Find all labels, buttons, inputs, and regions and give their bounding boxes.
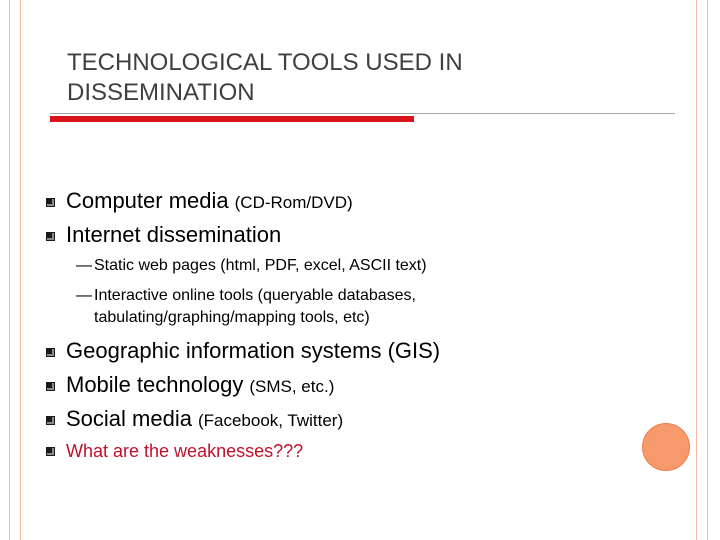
bullet-main-text: Social media [66,406,192,431]
sub-bullet-interactive-tools [76,285,546,329]
square-bullet-icon [46,416,55,425]
bullet-computer-media [46,188,666,214]
square-bullet-icon [46,198,55,207]
sub-bullet-text: Interactive online tools (queryable databases, tabulating/graphing/mapping tools, etc) [94,287,416,326]
square-bullet-icon [46,382,55,391]
title-accent-bar [50,116,414,122]
left-frame-decoration [9,0,21,540]
bullet-gis [46,338,666,364]
bullet-main-text: Geographic information systems (GIS) [66,338,441,363]
orange-circle-decoration [642,423,690,471]
bullet-detail-text: (CD-Rom/DVD) [234,193,353,212]
bullet-mobile-technology [46,372,666,398]
sub-bullet-text: Static web pages (html, PDF, excel, ASCII text) [94,257,427,274]
bullet-main-text: Mobile technology [66,372,244,397]
dash-marker: — [76,257,92,274]
bullet-main-text: Computer media [66,188,229,213]
bullet-social-media [46,406,666,432]
bullet-detail-text: (SMS, etc.) [249,377,335,396]
square-bullet-icon [46,348,55,357]
bullet-weaknesses-question [46,441,666,462]
bullet-detail-text: (Facebook, Twitter) [197,411,344,430]
title-underline [50,113,675,114]
square-bullet-icon [46,447,55,456]
slide-title: TECHNOLOGICAL TOOLS USED IN DISSEMINATION [67,49,463,106]
square-bullet-icon [46,232,55,241]
right-frame-decoration [696,0,708,540]
dash-marker: — [76,287,92,304]
bullet-internet-dissemination [46,222,666,248]
bullet-main-text: What are the weaknesses??? [66,441,304,461]
sub-bullet-static-pages [76,255,546,277]
bullet-main-text: Internet dissemination [66,222,282,247]
